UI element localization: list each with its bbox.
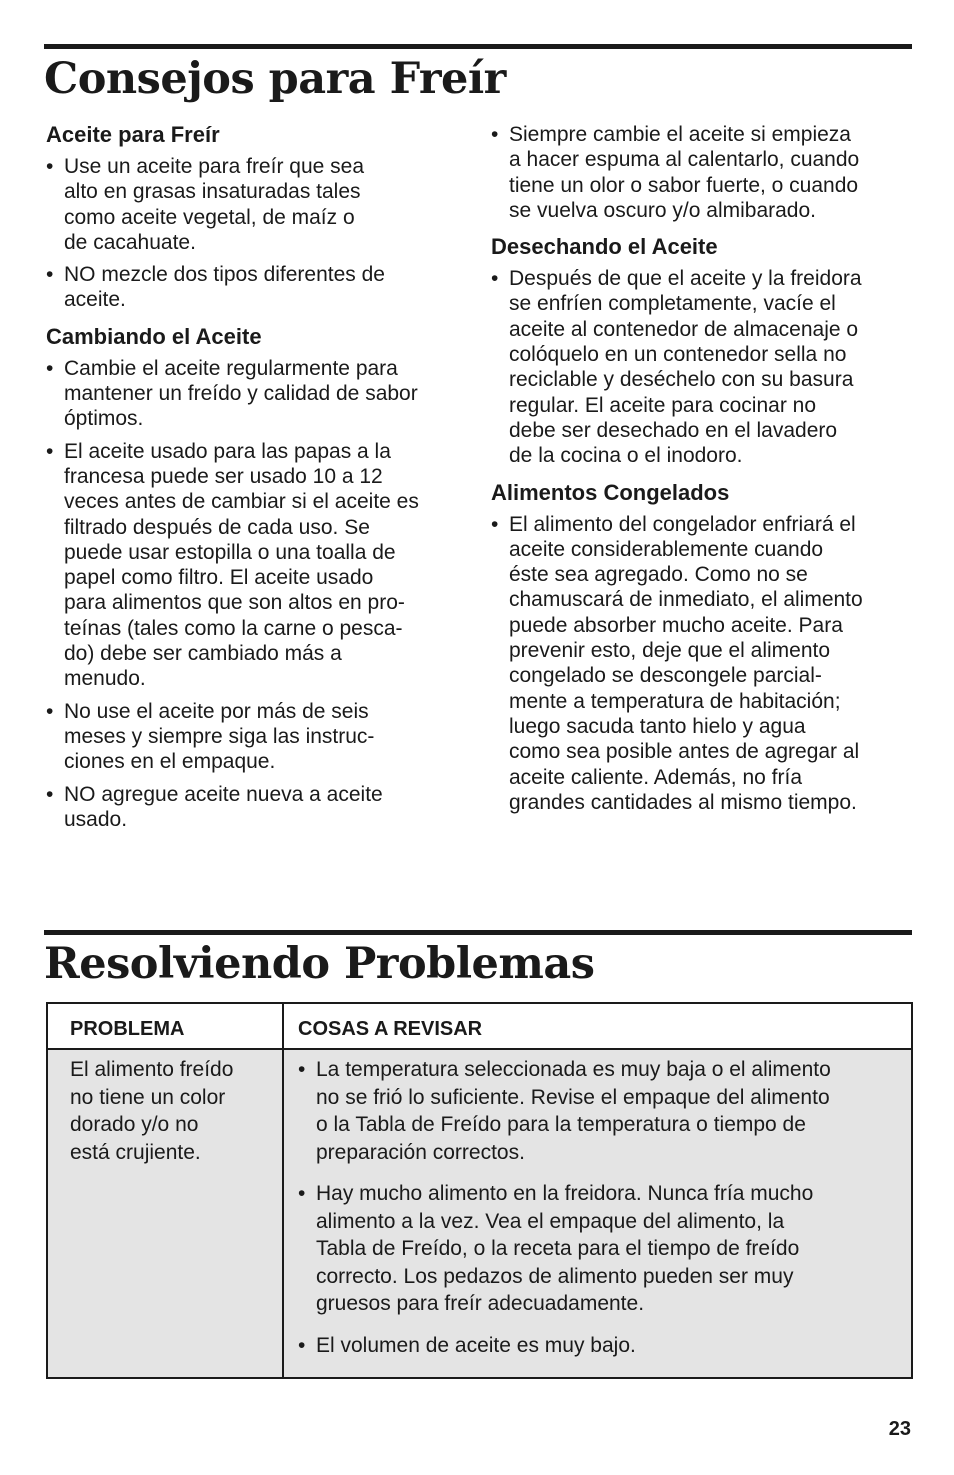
changing-oil-list [46,356,466,832]
page-number: 23 [888,1418,911,1440]
section-title-tips: Consejos para Freír [44,54,506,104]
table-header-row [48,1004,911,1050]
list-item: • Después de que el aceite y la freidora se enfríen completamente, vacíe el aceite al contenedor de almacenaje o colóquelo en un contenedor sella no reciclable y deséchelo con su basura regular. El aceite para cocinar no debe ser desechado en el lavadero de la cocina o el inodoro. [491,266,911,468]
heading-frozen-foods: Alimentos Congelados [491,479,730,505]
header-things-to-check: COSAS A REVISAR [298,1018,483,1040]
tips-left-column [46,122,466,839]
check-item: • Hay mucho alimento en la freidora. Nunca fría mucho alimento a la vez. Vea el empaque del alimento, la Tabla de Freído, o la receta para el tiempo de freído correcto. Los pedazos de alimento pueden ser muy gruesos para freír adecuadamente. [298,1180,898,1318]
disposing-oil-list [491,266,911,468]
list-item: • NO agregue aceite nueva a aceite usado. [46,782,466,833]
tips-right-column [491,122,911,822]
top-rule [44,44,912,49]
problem-cell: El alimento freído no tiene un color dorado y/o no está crujiente. [70,1058,234,1164]
list-item: • No use el aceite por más de seis meses y siempre siga las instruc- ciones en el empaque. [46,699,466,775]
frozen-foods-list [491,512,911,816]
section-rule [44,930,912,935]
heading-changing-oil: Cambiando el Aceite [46,323,262,349]
heading-disposing-oil: Desechando el Aceite [491,234,718,260]
troubleshooting-table [46,1002,913,1379]
heading-frying-oil: Aceite para Freír [46,122,220,147]
list-item: • Cambie el aceite regularmente para mantener un freído y calidad de sabor óptimos. [46,356,466,432]
column-divider [282,1004,284,1377]
checks-cell [298,1056,898,1373]
header-problem: PROBLEMA [70,1018,185,1040]
list-item: • El alimento del congelador enfriará el aceite considerablemente cuando éste sea agregado. Como no se chamuscará de inmediato, el alimento puede absorber mucho aceite. Para prevenir esto, deje que el alimento congelado se descongele parcial- mente a temperatura de habitación; luego sacuda tanto hielo y agua como sea posible antes de agregar al aceite caliente. Además, no fría grandes cantidades al mismo tiempo. [491,512,911,816]
list-item: • Use un aceite para freír que sea alto en grasas insaturadas tales como aceite vegetal, de maíz o de cacahuate. [46,154,466,255]
table-row [48,1050,911,1377]
oil-change-continued-list [491,122,911,223]
frying-oil-list [46,154,466,313]
list-item: • NO mezcle dos tipos diferentes de aceite. [46,262,466,313]
section-title-troubleshooting: Resolviendo Problemas [44,939,595,989]
check-item: • La temperatura seleccionada es muy baja o el alimento no se frió lo suficiente. Revise el empaque del alimento o la Tabla de Freído para la temperatura o tiempo de preparación correctos. [298,1056,898,1166]
check-item: • El volumen de aceite es muy bajo. [298,1332,898,1360]
list-item: • Siempre cambie el aceite si empieza a hacer espuma al calentarlo, cuando tiene un olor o sabor fuerte, o cuando se vuelva oscuro y/o almibarado. [491,122,911,223]
list-item: • El aceite usado para las papas a la francesa puede ser usado 10 a 12 veces antes de cambiar si el aceite es filtrado después de cada uso. Se puede usar estopilla o una toalla de papel como filtro. El aceite usado para alimentos que son altos en pro- teínas (tales como la carne o pesca- do) debe ser cambiado más a menudo. [46,439,466,692]
